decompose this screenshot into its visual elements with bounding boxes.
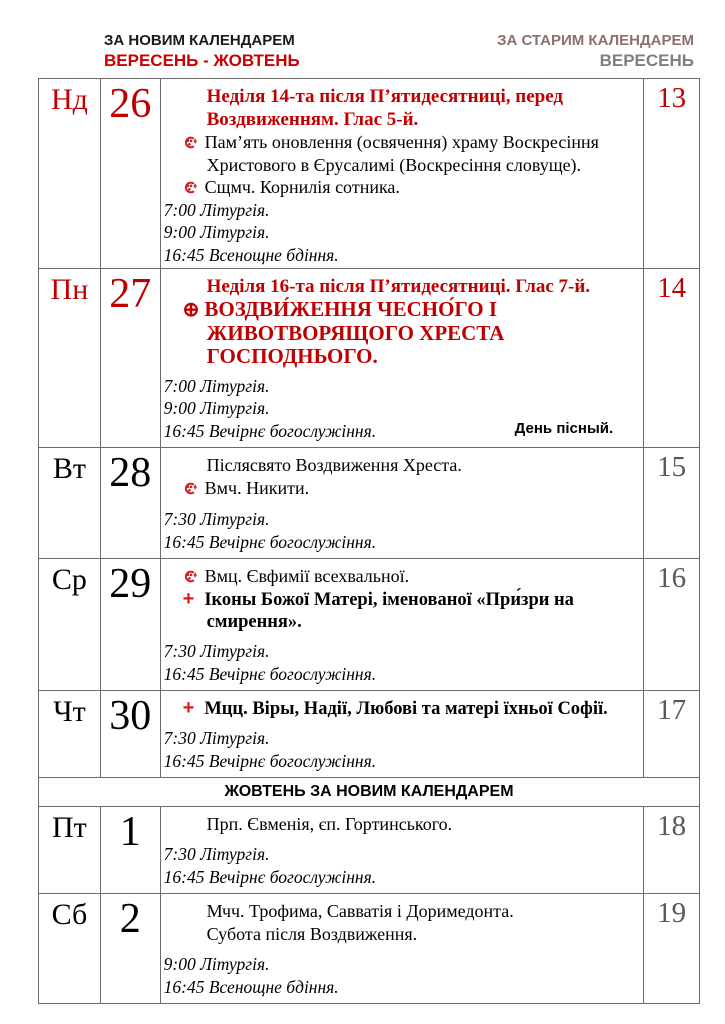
service-line: 7:30 Літургія. bbox=[163, 728, 270, 748]
feast-entry-text: Неділя 16-та після П’ятидесятниці. Глас 7-й. bbox=[206, 276, 591, 297]
calendar-day-row bbox=[39, 269, 699, 448]
service-line: 7:00 Літургія. bbox=[163, 375, 270, 396]
weekday-label: Вт bbox=[39, 448, 101, 558]
feast-entry bbox=[161, 813, 640, 836]
feast-entry-text: Вмц. Євфимії всехвальної. bbox=[204, 566, 410, 586]
old-calendar-date: 14 bbox=[657, 272, 687, 304]
service-line: 16:45 Вечірнє богослужіння. bbox=[163, 866, 377, 887]
polyeleos-icon bbox=[183, 570, 197, 583]
calendar-day-row bbox=[39, 894, 699, 1003]
feast-entry bbox=[161, 131, 640, 176]
service-schedule bbox=[161, 199, 640, 267]
old-calendar-date: 17 bbox=[657, 694, 687, 726]
calendar-day-row bbox=[39, 79, 699, 269]
feast-entry bbox=[161, 923, 640, 946]
day-content-cell bbox=[161, 894, 645, 1003]
old-calendar-label: ЗА СТАРИМ КАЛЕНДАРЕМ bbox=[497, 32, 694, 49]
service-line: 16:45 Вечірнє богослужіння. bbox=[163, 420, 377, 441]
service-schedule bbox=[161, 843, 640, 888]
old-calendar-date: 13 bbox=[657, 82, 687, 114]
polyeleos-icon bbox=[183, 482, 197, 495]
red-cross-icon: + bbox=[182, 697, 195, 719]
new-calendar-header bbox=[104, 31, 300, 71]
old-calendar-date: 15 bbox=[657, 451, 687, 483]
feast-entry-text: Неділя 14-та після П’ятидесятниці, перед Воздвиженням. Глас 5-й. bbox=[206, 86, 564, 130]
feast-entry-text: Вмч. Никити. bbox=[204, 477, 310, 498]
service-line: 9:00 Літургія. bbox=[163, 398, 270, 418]
service-line: 7:30 Літургія. bbox=[163, 641, 270, 661]
new-calendar-label: ЗА НОВИМ КАЛЕНДАРЕМ bbox=[104, 32, 295, 49]
service-schedule bbox=[161, 508, 640, 553]
feast-entry-text: Пам’ять оновлення (освячення) храму Воскресіння Христового в Єрусалимі (Воскресіння словуще). bbox=[204, 132, 599, 175]
feast-entry bbox=[161, 454, 640, 477]
day-content-cell bbox=[161, 691, 645, 777]
new-calendar-date: 30 bbox=[101, 691, 161, 777]
old-calendar-date: 16 bbox=[657, 562, 687, 594]
feast-entry-text: ВОЗДВИ́ЖЕННЯ ЧЕСНО́ГО І ЖИВОТВОРЯЩОГО ХРЕСТА ГОСПОДНЬОГО. bbox=[204, 297, 505, 368]
calendar-day-row bbox=[39, 807, 699, 894]
service-line: 9:00 Літургія. bbox=[163, 954, 270, 974]
service-line: 7:00 Літургія. bbox=[163, 199, 270, 220]
new-calendar-months: ВЕРЕСЕНЬ - ЖОВТЕНЬ bbox=[104, 51, 300, 70]
day-content-cell bbox=[161, 807, 645, 893]
old-calendar-month: ВЕРЕСЕНЬ bbox=[599, 51, 694, 70]
feast-entry-text: Прп. Євменія, єп. Гортинського. bbox=[206, 814, 453, 834]
polyeleos-icon bbox=[183, 136, 197, 149]
circled-cross-icon: ⊕ bbox=[182, 299, 200, 321]
day-content-cell bbox=[161, 269, 645, 447]
weekday-label: Пт bbox=[39, 807, 101, 893]
new-calendar-date: 2 bbox=[101, 894, 161, 1003]
month-banner-label: ЖОВТЕНЬ ЗА НОВИМ КАЛЕНДАРЕМ bbox=[224, 783, 514, 800]
service-line: 16:45 Всенощне бдіння. bbox=[163, 976, 339, 997]
feast-entry-text: Іконы Божої Матері, іменованої «При́зри на смирення». bbox=[204, 589, 574, 632]
new-calendar-date: 28 bbox=[101, 448, 161, 558]
service-line: 16:45 Вечірнє богослужіння. bbox=[163, 750, 377, 771]
feast-entry-text: Мцц. Віры, Надії, Любові та матері їхньої Софії. bbox=[204, 699, 608, 719]
red-cross-icon: + bbox=[182, 587, 195, 610]
service-line: 7:30 Літургія. bbox=[163, 844, 270, 864]
day-content-cell bbox=[161, 559, 645, 690]
feast-entry-text: Субота після Воздвиження. bbox=[206, 923, 418, 944]
weekday-label: Ср bbox=[39, 559, 101, 690]
service-line: 16:45 Всенощне бдіння. bbox=[163, 244, 339, 265]
feast-entry bbox=[161, 298, 640, 368]
feast-entry bbox=[161, 85, 640, 131]
calendar-day-row bbox=[39, 448, 699, 559]
feast-entry bbox=[161, 477, 640, 500]
weekday-label: Чт bbox=[39, 691, 101, 777]
old-calendar-header bbox=[497, 31, 694, 71]
feast-entry bbox=[161, 697, 640, 721]
weekday-label: Пн bbox=[39, 269, 101, 447]
new-calendar-date: 26 bbox=[101, 79, 161, 268]
old-calendar-date: 19 bbox=[657, 897, 687, 929]
new-calendar-date: 27 bbox=[101, 269, 161, 447]
feast-entry bbox=[161, 900, 640, 923]
feast-entry bbox=[161, 565, 640, 588]
feast-entry-text: Сщмч. Корнилія сотника. bbox=[204, 177, 400, 197]
calendar-day-row bbox=[39, 691, 699, 778]
service-line: 16:45 Вечірнє богослужіння. bbox=[163, 663, 377, 684]
service-schedule bbox=[161, 727, 640, 772]
feast-entry bbox=[161, 275, 640, 298]
service-line: 16:45 Вечірнє богослужіння. bbox=[163, 531, 377, 552]
new-calendar-date: 29 bbox=[101, 559, 161, 690]
service-schedule bbox=[161, 640, 640, 685]
feast-entry-text: Мчч. Трофима, Савватія і Доримедонта. bbox=[206, 901, 514, 921]
feast-entry-text: Післясвято Воздвиження Хреста. bbox=[206, 455, 462, 475]
calendar-table bbox=[38, 78, 700, 1004]
service-line: 9:00 Літургія. bbox=[163, 222, 270, 242]
feast-entry bbox=[161, 588, 640, 634]
service-line: 7:30 Літургія. bbox=[163, 509, 270, 529]
day-content-cell bbox=[161, 448, 645, 558]
service-schedule bbox=[161, 953, 640, 998]
fasting-note: День пісный. bbox=[514, 419, 614, 437]
old-calendar-date: 18 bbox=[657, 810, 687, 842]
weekday-label: Сб bbox=[39, 894, 101, 1003]
new-calendar-date: 1 bbox=[101, 807, 161, 893]
day-content-cell bbox=[161, 79, 645, 268]
polyeleos-icon bbox=[183, 181, 197, 194]
feast-entry bbox=[161, 176, 640, 199]
month-banner bbox=[39, 778, 699, 807]
service-schedule bbox=[161, 375, 640, 443]
calendar-day-row bbox=[39, 559, 699, 691]
weekday-label: Нд bbox=[39, 79, 101, 268]
